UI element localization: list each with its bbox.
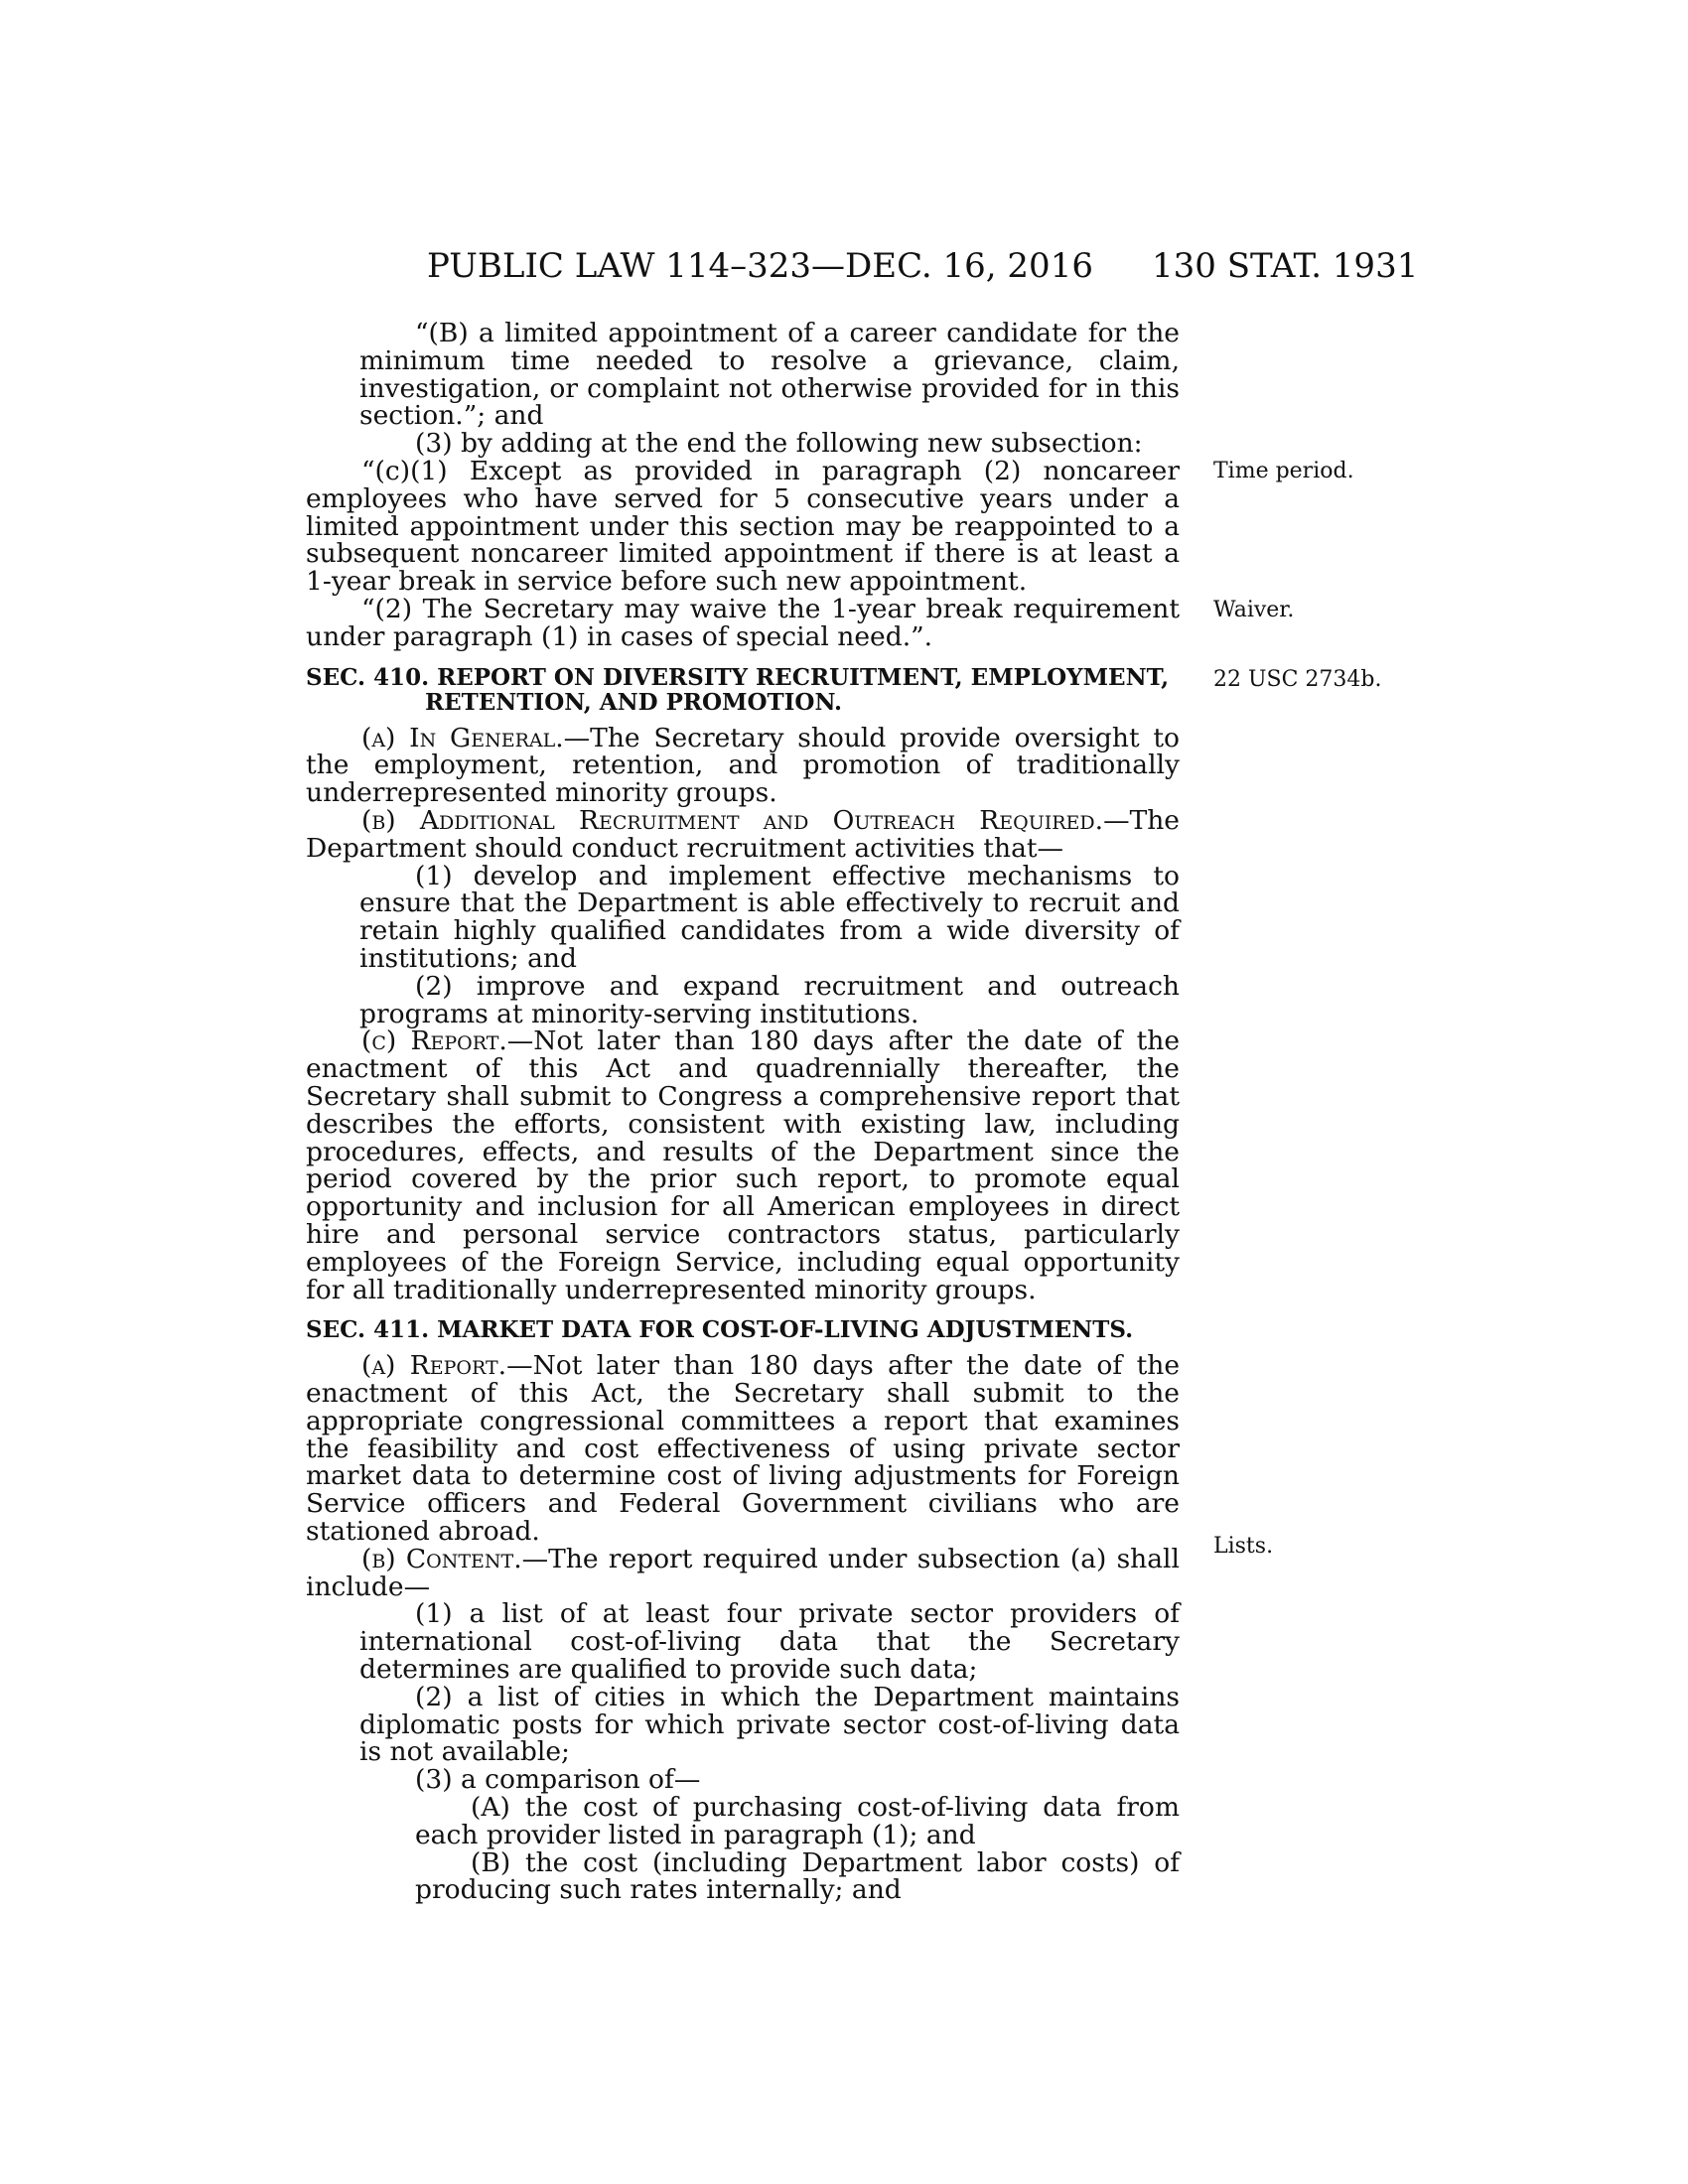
paragraph: (3) a comparison of—: [415, 1764, 701, 1796]
paragraph: [306, 1352, 1180, 1546]
margin-note-usc: 22 USC 2734b.: [1213, 667, 1382, 692]
margin-note-time-period: Time period.: [1213, 459, 1354, 483]
paragraph: (2) a list of cities in which the Department maintains diplomatic posts for which private sector cost-of-living data is not available;: [359, 1681, 1180, 1768]
section-heading: SEC. 411. MARKET DATA FOR COST-OF-LIVING ADJUSTMENTS.: [306, 1316, 1134, 1344]
subsection-text: —The report required under subsection (a) shall include—: [306, 1543, 1180, 1602]
subsection-text: —The Department should conduct recruitment activities that—: [306, 804, 1180, 864]
paragraph: (A) the cost of purchasing cost-of-living data from each provider listed in paragraph (1); and: [415, 1792, 1180, 1850]
paragraph: [306, 1543, 1180, 1602]
paragraph: (B) the cost (including Department labor costs) of producing such rates internally; and: [415, 1846, 1180, 1906]
section-heading-line: SEC. 410. REPORT ON DIVERSITY RECRUITMENT, EMPLOYMENT,: [306, 663, 1170, 691]
subsection-heading: (b) Content.: [361, 1543, 522, 1574]
subsection-heading: (c) Report.: [361, 1025, 507, 1057]
document-body: [306, 320, 1180, 1904]
running-header-title: PUBLIC LAW 114–323—DEC. 16, 2016: [427, 246, 1093, 286]
subsection-heading: (b) Additional Recruitment and Outreach Required.: [361, 804, 1104, 836]
subsection-text: —Not later than 180 days after the date of the enactment of this Act, the Secretary shall submit to the appropriate congressional committees a report that examines the feasibility and cost effectiveness of using private sector market data to determine cost of living adjustments for Foreign Service officers and Federal Government civilians who are stationed abroad.: [306, 1350, 1181, 1548]
paragraph: (2) improve and expand recruitment and outreach programs at minority-serving institutions.: [359, 970, 1180, 1029]
paragraph: “(2) The Secretary may waive the 1-year break requirement under paragraph (1) in cases of special need.”.: [306, 593, 1180, 652]
paragraph: [306, 804, 1180, 864]
section-heading-line: RETENTION, AND PROMOTION.: [425, 688, 843, 716]
paragraph: [306, 722, 1180, 809]
running-header-page: 130 STAT. 1931: [1152, 246, 1419, 286]
subsection-text: —Not later than 180 days after the date of the enactment of this Act and quadrennially thereafter, the Secretary shall submit to Congress a comprehensive report that describes the efforts, consistent with existing law, including procedures, effects, and results of the Department since the period covered by the prior such report, to promote equal opportunity and inclusion for all American employees in direct hire and personal service contractors status, particularly employees of the Foreign Service, including equal opportunity for all traditionally underrepresented minority groups.: [306, 1025, 1181, 1305]
paragraph: “(B) a limited appointment of a career candidate for the minimum time needed to resolve a grievance, claim, investigation, or complaint not otherwise provided for in this section.”; and: [359, 318, 1180, 432]
subsection-text: —The Secretary should provide oversight to the employment, retention, and promotion of traditionally underrepresented minority groups.: [306, 722, 1180, 809]
subsection-heading: (a) In General.: [361, 722, 564, 753]
paragraph: (1) a list of at least four private sector providers of international cost-of-living data that the Secretary determines are qualified to provide such data;: [359, 1598, 1180, 1686]
section-heading: [306, 665, 1180, 715]
margin-note-waiver: Waiver.: [1213, 598, 1295, 622]
subsection-heading: (a) Report.: [361, 1350, 507, 1382]
paragraph: “(c)(1) Except as provided in paragraph (2) noncareer employees who have served for 5 consecutive years under a limited appointment under this section may be reappointed to a subsequent noncareer limited appointment if there is at least a 1-year break in service before such new appointment.: [306, 455, 1180, 598]
paragraph: [306, 1027, 1180, 1303]
paragraph: (1) develop and implement effective mechanisms to ensure that the Department is able effectively to recruit and retain highly qualified candidates from a wide diversity of institutions; and: [359, 860, 1180, 974]
paragraph: (3) by adding at the end the following new subsection:: [415, 428, 1143, 460]
margin-note-lists: Lists.: [1213, 1534, 1274, 1559]
